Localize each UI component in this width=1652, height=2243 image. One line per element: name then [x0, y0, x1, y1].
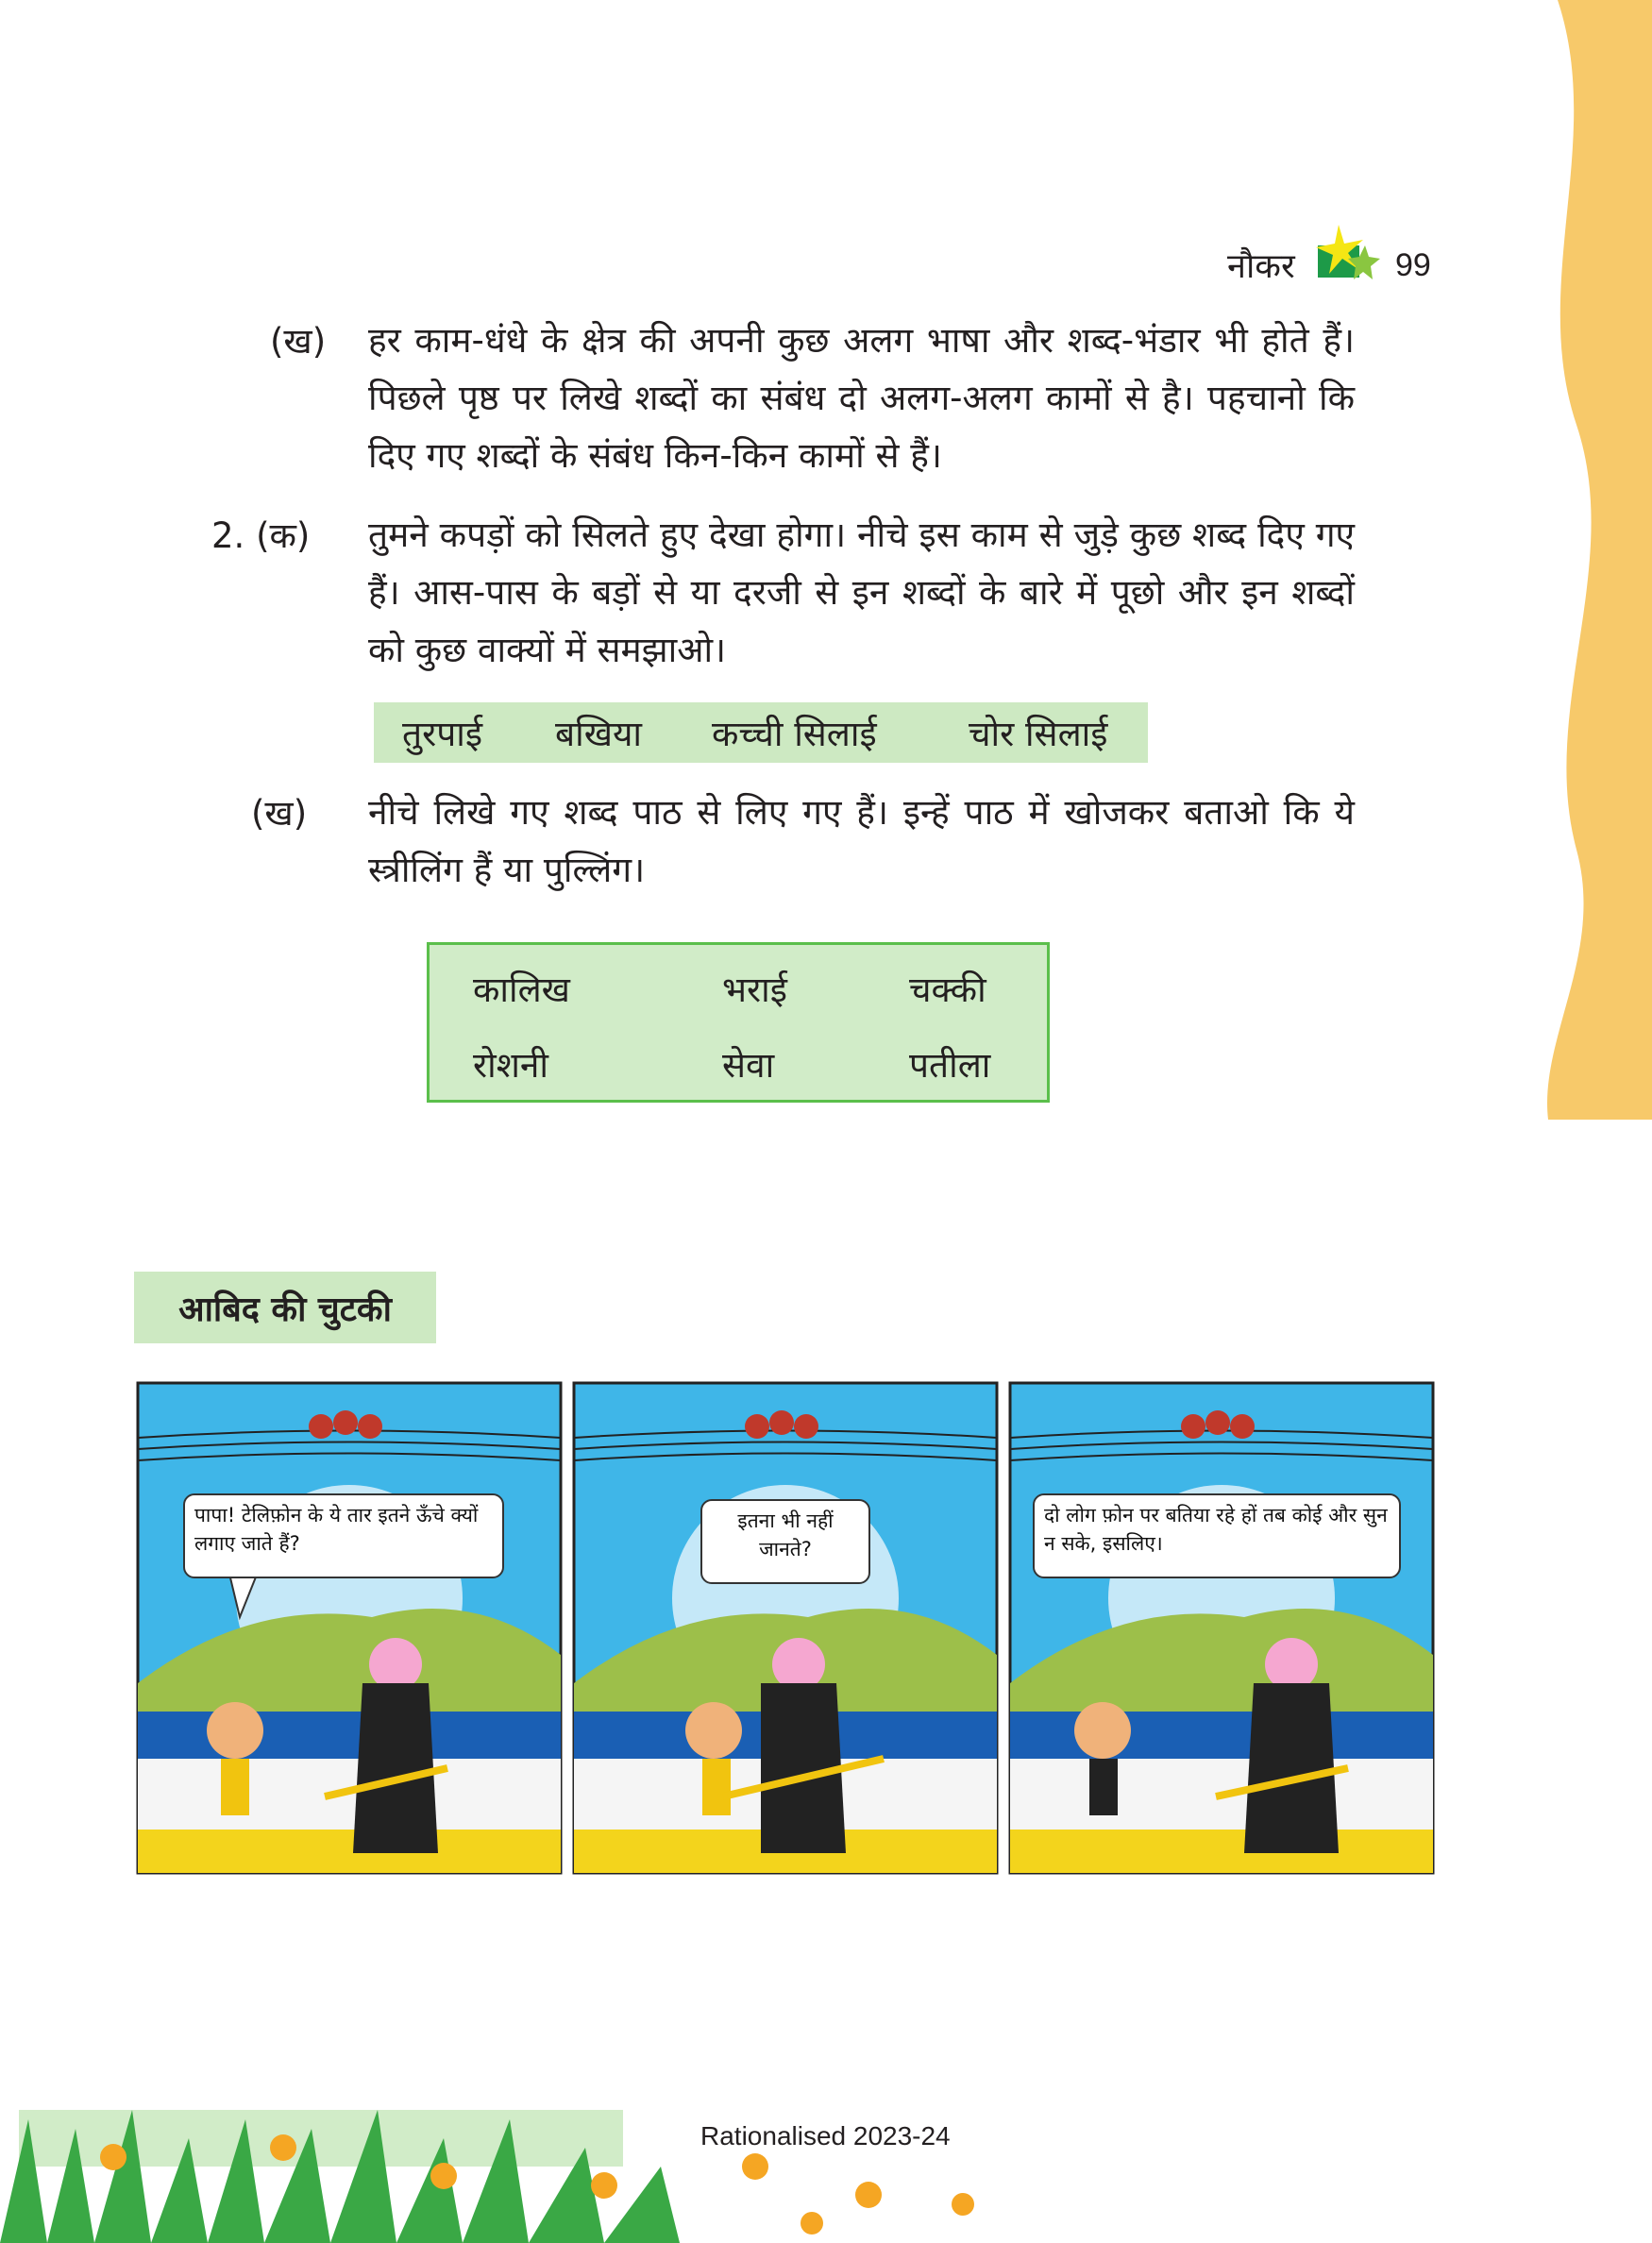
question-text: तुमने कपड़ों को सिलते हुए देखा होगा। नीचे इस काम से जुड़े कुछ शब्द दिए गए हैं। आस-पास के बड़ों से या दरजी से इन शब्दों के बारे में पूछो और इन शब्दों को कुछ वाक्यों में समझाओ। [368, 514, 1355, 670]
word-item: चक्की [909, 970, 986, 1010]
grass-flower-decoration [0, 2091, 1038, 2243]
question-marker: (ख) [270, 321, 327, 362]
question-text: नीचे लिखे गए शब्द पाठ से लिए गए हैं। इन्हें पाठ में खोजकर बताओ कि ये स्त्रीलिंग हैं या पुल्लिंग। [368, 792, 1355, 890]
word-item: रोशनी [473, 1045, 548, 1086]
word-item: चोर सिलाई [969, 714, 1108, 754]
question-marker: (ख) [251, 793, 308, 834]
section-heading: आबिद की चुटकी [134, 1272, 436, 1343]
word-item: कालिख [473, 970, 570, 1010]
word-item: भराई [722, 970, 787, 1010]
comic-panel [136, 1381, 563, 1875]
word-item: बखिया [555, 714, 643, 754]
question-marker: 2. (क) [211, 515, 311, 556]
word-item: सेवा [722, 1045, 775, 1086]
gender-word-box [427, 942, 1050, 1103]
question-text: हर काम-धंधे के क्षेत्र की अपनी कुछ अलग भाषा और शब्द-भंडार भी होते हैं। पिछले पृष्ठ पर लिखे शब्दों का संबंध दो अलग-अलग कामों से है। पहचानो कि दिए गए शब्दों के संबंध किन-किन कामों से हैं। [368, 320, 1355, 476]
word-item: कच्ची सिलाई [712, 714, 877, 754]
footer-note: Rationalised 2023-24 [700, 2121, 951, 2150]
speech-bubble: दो लोग फ़ोन पर बतिया रहे हों तब कोई और सुन न सके, इसलिए। [1033, 1493, 1401, 1578]
word-item: तुरपाई [402, 714, 482, 754]
comic-panel [1008, 1381, 1435, 1875]
flower-logo-icon [1310, 219, 1382, 291]
comic-panel [572, 1381, 999, 1875]
speech-bubble: पापा! टेलिफ़ोन के ये तार इतने ऊँचे क्यों लगाए जाते हैं? [183, 1493, 504, 1578]
sewing-word-strip [374, 702, 1148, 763]
page-number: 99 [1395, 247, 1431, 283]
chapter-title: नौकर [1227, 247, 1295, 286]
word-item: पतीला [909, 1045, 991, 1086]
speech-bubble: इतना भी नहीं जानते? [700, 1499, 870, 1584]
side-decorative-band [1520, 0, 1652, 1120]
